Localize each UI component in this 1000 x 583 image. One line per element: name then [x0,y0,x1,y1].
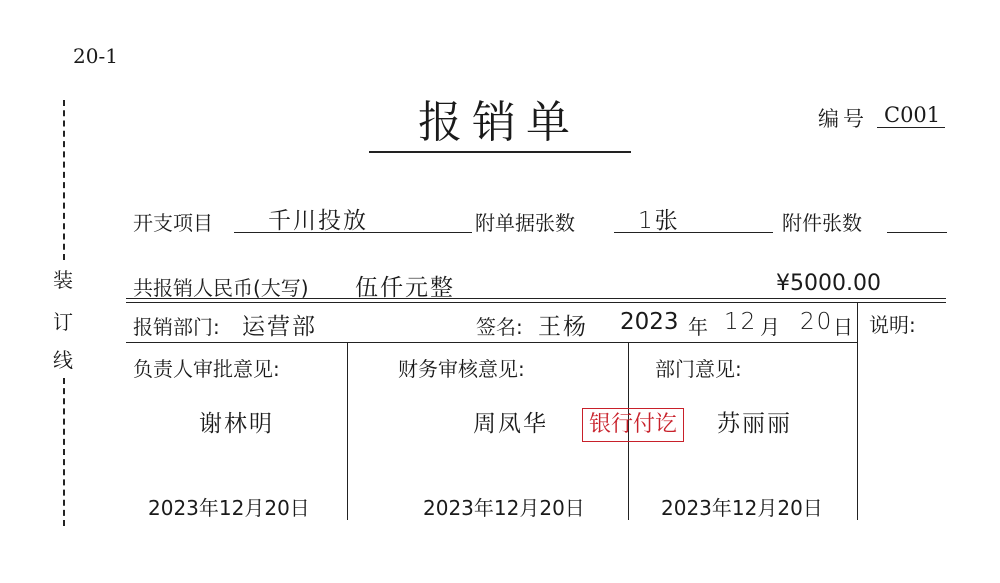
number-label: 编号 [818,107,868,131]
col2-date: 2023年12月20日 [423,496,585,520]
document-title: 报销单 [418,97,580,148]
attach-docs-underline [614,232,773,233]
col1-divider [347,342,348,520]
date-day: 20 [800,309,834,335]
attach-docs-label: 附单据张数 [475,211,575,235]
col3-date: 2023年12月20日 [661,496,823,520]
table-top-border-outer [126,298,946,299]
title-underline [369,151,631,153]
col2-label: 财务审核意见: [398,357,525,381]
col1-label: 负责人审批意见: [133,357,280,381]
attachments-label: 附件张数 [782,211,862,235]
col3-label: 部门意见: [655,357,742,381]
binding-char-1: 装 [53,268,73,292]
binding-char-3: 线 [53,348,73,372]
amount-value: ¥5000.00 [776,271,881,296]
dept-value: 运营部 [242,314,317,340]
attach-docs-value: 1张 [638,208,680,234]
note-column-divider [857,302,858,520]
amount-words-label: 共报销人民币(大写) [133,276,309,300]
table-row-divider [126,342,858,343]
col2-signer: 周凤华 [473,411,548,437]
number-value: C001 [884,103,941,127]
project-label: 开支项目 [133,211,213,235]
binding-dashed-line-bottom [63,378,65,526]
sign-label: 签名: [476,315,523,339]
note-label: 说明: [869,313,916,337]
table-top-border-inner [126,302,946,303]
project-underline [234,232,472,233]
date-year-unit: 年 [688,315,708,339]
number-underline [877,127,945,128]
date-day-unit: 日 [833,315,853,339]
project-value: 千川投放 [268,208,368,234]
bank-paid-stamp: 银行付讫 [582,408,684,442]
date-month: 12 [724,309,758,335]
date-month-unit: 月 [760,315,780,339]
col1-signer: 谢林明 [199,411,274,437]
page-code: 20-1 [73,44,118,68]
sign-value: 王杨 [538,314,588,340]
amount-words-value: 伍仟元整 [355,275,455,301]
dept-label: 报销部门: [133,315,220,339]
binding-char-2: 订 [53,310,73,334]
attachments-underline [887,232,947,233]
col3-signer: 苏丽丽 [717,411,792,437]
col1-date: 2023年12月20日 [148,496,310,520]
binding-dashed-line-top [63,100,65,260]
date-year: 2023 [620,309,679,335]
